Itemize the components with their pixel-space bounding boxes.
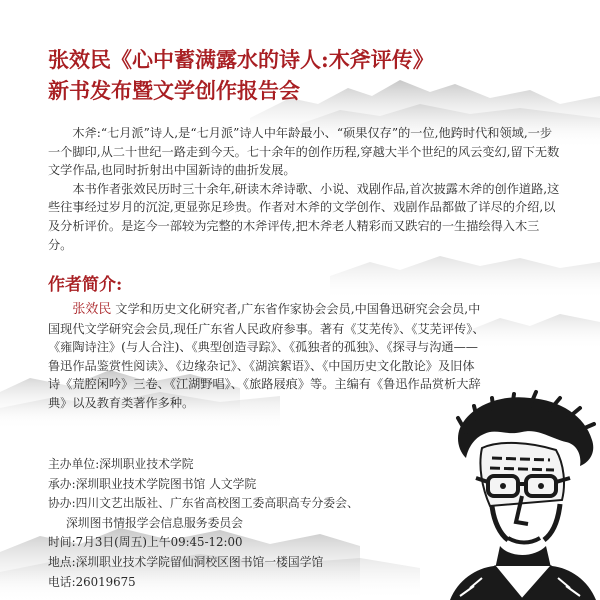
title-line-2: 新书发布暨文学创作报告会 [48,78,300,103]
info-time: 时间:7月3日(周五)上午09:45-12:00 [48,535,243,550]
info-phone: 电话:26019675 [48,574,136,589]
event-info [48,455,468,592]
intro-paragraph-1: 木斧:“七月派”诗人,是“七月派”诗人中年龄最小、“硕果仅存”的一位,他跨时代和领域,一步一个脚印,从二十世纪一路走到今天。七十余年的创作历程,穿越大半个世纪的风云变幻,留下无数文学作品,也同时折射出中国新诗的曲折发展。 [48,126,560,178]
title-line-1: 张效民《心中蓄满露水的诗人:木斧评传》 [48,47,434,72]
info-location: 地点:深圳职业技术学院留仙洞校区图书馆一楼国学馆 [48,554,324,569]
info-co-organizer-2: 深圳图书情报学会信息服务委员会 [66,515,243,530]
author-bio-text: 文学和历史文化研究者,广东省作家协会会员,中国鲁迅研究会会员,中国现代文学研究会会员,现任广东省人民政府参事。著有《艾芜传》、《艾芜评传》、《雍陶诗注》(与人合注)、《典型创造寻踪》、《孤独者的孤独》、《探寻与沟通——鲁迅作品鉴赏性阅读》、《边缘杂记》、《湖滨絮语》、《中国历史文化散论》及旧体诗《荒腔闲吟》三卷、《江湖野唱》、《旅路屐痕》等。主编有《鲁迅作品赏析大辞典》以及教育类著作多种。 [48,302,485,410]
author-heading: 作者简介: [48,275,123,295]
info-host: 主办单位:深圳职业技术学院 [48,457,194,471]
author-name: 张效民 [72,302,112,317]
intro-paragraph-2: 本书作者张效民历时三十余年,研读木斧诗歌、小说、戏剧作品,首次披露木斧的创作道路,这些往事经过岁月的沉淀,更显弥足珍贵。作者对木斧的文学创作、戏剧作品都做了详尽的介绍,以及分析评价。是迄今一部较为完整的木斧评传,把木斧老人精彩而又跌宕的一生描绘得入木三分。 [48,181,560,252]
author-bio [48,300,486,413]
info-organizer: 承办:深圳职业技术学院图书馆 人文学院 [48,476,257,491]
woodcut-portrait-illustration [430,388,600,600]
page-title [48,44,568,106]
info-co-organizer-1: 协办:四川文艺出版社、广东省高校图工委高职高专分委会、 [48,496,359,511]
book-introduction [48,124,560,254]
